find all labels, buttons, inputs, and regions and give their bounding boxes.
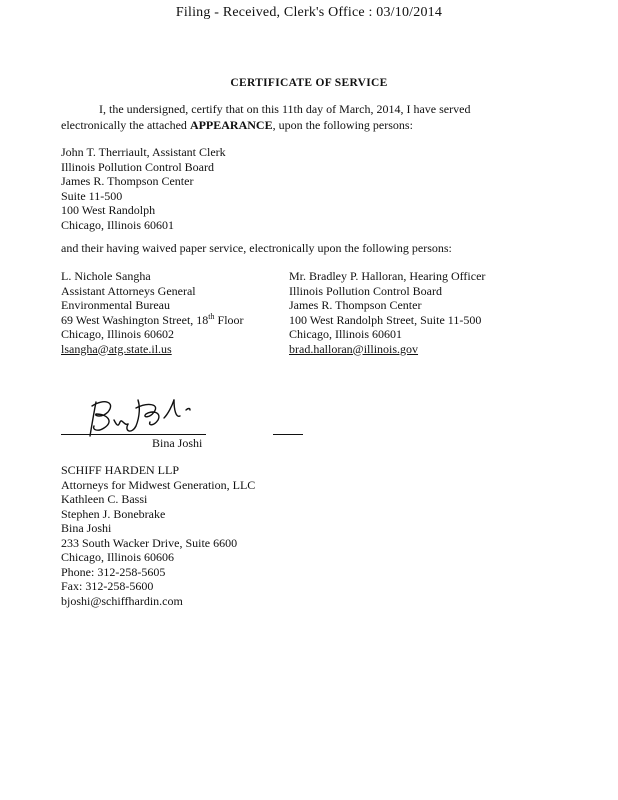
firm-line: Kathleen C. Bassi xyxy=(61,492,148,506)
clerk-line: 100 West Randolph xyxy=(61,203,156,217)
intro-line-1: I, the undersigned, certify that on this 11th day of March, 2014, I have served xyxy=(99,102,471,116)
firm-line: SCHIFF HARDEN LLP xyxy=(61,463,180,477)
left-party-block xyxy=(61,270,244,357)
clerk-line: Illinois Pollution Control Board xyxy=(61,159,215,174)
left-party-city: Chicago, Illinois 60602 xyxy=(61,327,174,341)
right-party-email-link[interactable]: brad.halloran@illinois.gov xyxy=(289,341,419,356)
left-party-street-pre: 69 West Washington Street, 18 xyxy=(61,312,209,327)
right-party-line: James R. Thompson Center xyxy=(289,298,422,312)
clerk-line: James R. Thompson Center xyxy=(61,174,194,188)
firm-line: Phone: 312-258-5605 xyxy=(61,564,166,579)
left-party-line: Assistant Attorneys General xyxy=(61,283,196,298)
left-party-street xyxy=(61,311,244,329)
signature-dash xyxy=(273,434,303,435)
left-party-line: Environmental Bureau xyxy=(61,298,170,312)
left-party-line: L. Nichole Sangha xyxy=(61,269,151,283)
firm-line: Stephen J. Bonebrake xyxy=(61,506,166,521)
document-name: APPEARANCE xyxy=(189,118,273,132)
clerk-line: Chicago, Illinois 60601 xyxy=(61,217,174,232)
intro-line-2 xyxy=(61,119,561,135)
right-party-line: Mr. Bradley P. Halloran, Hearing Officer xyxy=(289,269,486,283)
signature-line xyxy=(61,434,206,435)
right-party-line: 100 West Randolph Street, Suite 11-500 xyxy=(289,312,482,327)
clerk-line: John T. Therriault, Assistant Clerk xyxy=(61,145,226,159)
signer-name: Bina Joshi xyxy=(152,436,203,450)
intro-paragraph xyxy=(61,103,561,135)
page-title: CERTIFICATE OF SERVICE xyxy=(230,77,388,89)
right-party-line: Illinois Pollution Control Board xyxy=(289,283,443,298)
firm-line: Bina Joshi xyxy=(61,521,112,535)
right-party-block xyxy=(289,270,485,357)
filing-stamp-header: Filing - Received, Clerk's Office : 03/10/2014 xyxy=(175,5,443,20)
firm-line: Attorneys for Midwest Generation, LLC xyxy=(61,477,256,492)
right-party-line: Chicago, Illinois 60601 xyxy=(289,327,402,341)
intro-line-2-post: , upon the following persons: xyxy=(272,118,413,132)
firm-line: 233 South Wacker Drive, Suite 6600 xyxy=(61,535,238,550)
firm-line: Chicago, Illinois 60606 xyxy=(61,550,174,564)
waived-service-text: and their having waived paper service, electronically upon the following persons: xyxy=(61,241,452,255)
firm-block xyxy=(61,464,255,609)
left-party-email-link[interactable]: lsangha@atg.state.il.us xyxy=(61,341,172,356)
left-party-street-sup: th xyxy=(208,311,215,321)
firm-email: bjoshi@schiffhardin.com xyxy=(61,593,183,608)
left-party-street-post: Floor xyxy=(214,312,244,327)
intro-line-2-pre: electronically the attached xyxy=(61,118,190,132)
firm-line: Fax: 312-258-5600 xyxy=(61,579,154,593)
clerk-line: Suite 11-500 xyxy=(61,188,123,203)
clerk-address-block xyxy=(61,146,226,233)
